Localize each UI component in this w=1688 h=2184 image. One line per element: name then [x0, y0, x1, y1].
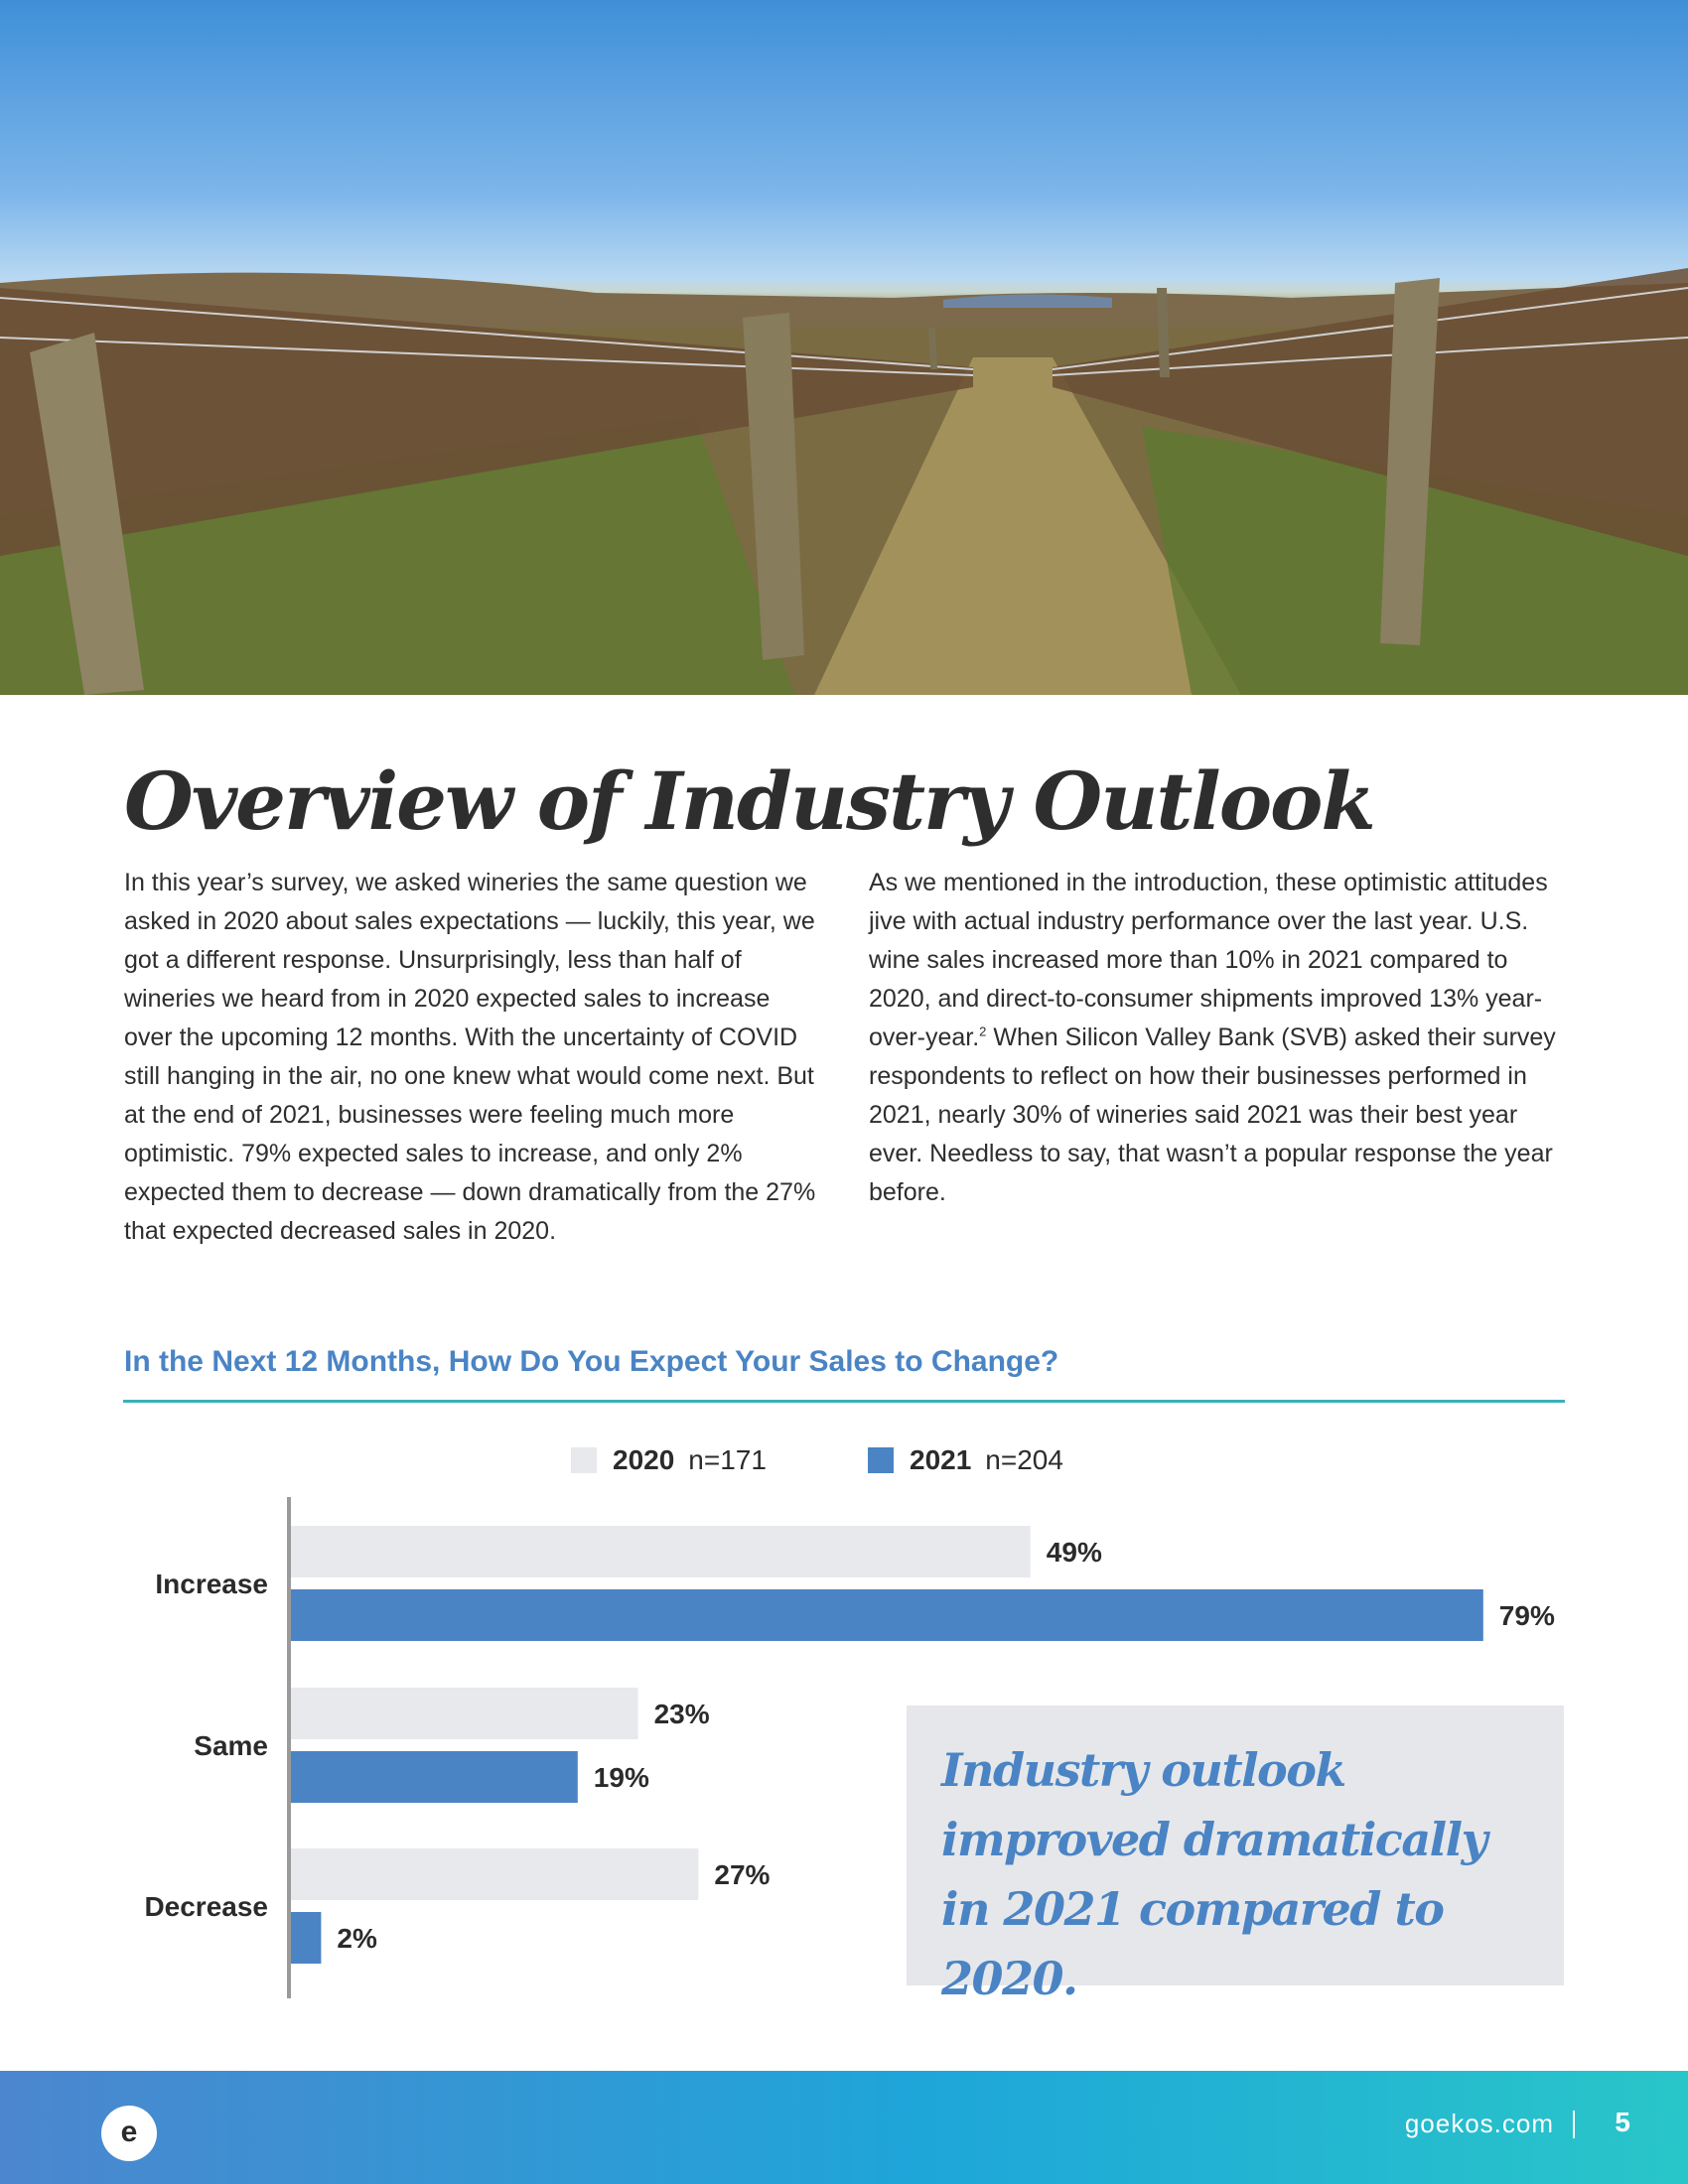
category-label-decrease: Decrease [144, 1891, 268, 1922]
bar-2021-increase [291, 1589, 1483, 1641]
callout-text: Industry outlook improved dramatically in 2021 compared to 2020. [941, 1743, 1486, 2005]
page-footer [0, 2071, 1688, 2184]
right-paragraph-part-b: When Silicon Valley Bank (SVB) asked their survey respondents to reflect on how their businesses performed in 2021, nearly 30% of wineries said 2021 was their best year ever. Needless to say, that wasn’t a popular response the year before. [869, 1024, 1556, 1206]
bar-2020-decrease [291, 1848, 698, 1900]
bar-label-2021-same: 19% [593, 1762, 649, 1793]
footer-divider [1573, 2111, 1575, 2138]
legend-n-2021: n=204 [985, 1444, 1063, 1475]
ekos-logo: e [101, 2106, 157, 2161]
bar-label-2021-decrease: 2% [337, 1923, 377, 1954]
callout-box [907, 1706, 1564, 2005]
bar-label-2020-increase: 49% [1046, 1537, 1102, 1568]
bar-2020-increase [291, 1526, 1031, 1577]
bar-2021-decrease [291, 1912, 321, 1964]
legend-n-2020: n=171 [688, 1444, 767, 1475]
bar-label-2020-same: 23% [653, 1699, 710, 1729]
site-link[interactable]: goekos.com [1404, 2109, 1554, 2138]
page-number: 5 [1615, 2107, 1630, 2137]
category-label-same: Same [194, 1730, 268, 1761]
bar-2021-same [291, 1751, 578, 1803]
intro-paragraph-left: In this year’s survey, we asked wineries the same question we asked in 2020 about sales expectations — luckily, this year, we got a different response. Unsurprisingly, less than half of wineries we heard from in 2020 expected sales to increase over the upcoming 12 months. With the uncertainty of COVID still hanging in the air, no one knew what would come next. But at the end of 2021, businesses were feeling much more optimistic. 79% expected sales to increase, and only 2% expected them to decrease — down dramatically from the 27% that expected decreased sales in 2020. [124, 869, 816, 1245]
category-label-increase: Increase [155, 1569, 268, 1599]
legend-year-2021: 2021 [910, 1444, 972, 1475]
legend-year-2020: 2020 [613, 1444, 675, 1475]
chart-title: In the Next 12 Months, How Do You Expect Your Sales to Change? [124, 1345, 1059, 1378]
bar-2020-same [291, 1688, 638, 1739]
bar-label-2020-decrease: 27% [714, 1859, 771, 1890]
footnote-ref: 2 [979, 1024, 987, 1039]
bar-label-2021-increase: 79% [1498, 1600, 1555, 1631]
page-title: Overview of Industry Outlook [124, 754, 1374, 848]
right-paragraph-part-a: As we mentioned in the introduction, these optimistic attitudes jive with actual industry performance over the last year. U.S. wine sales increased more than 10% in 2021 compared to 2020, and direct-to-consumer shipments improved 13% year-over-year. [869, 869, 1548, 1051]
